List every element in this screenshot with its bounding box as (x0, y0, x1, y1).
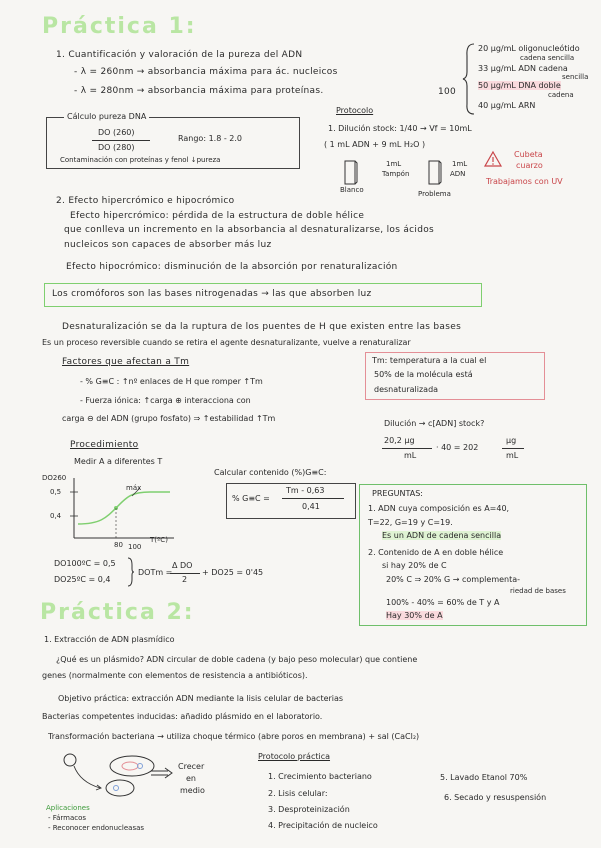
stock-result-unit-num: μg (506, 436, 517, 445)
factor-ionic-2: carga ⊖ del ADN (grupo fosfato) ⇒ ↑estabilidad ↑Tm (62, 414, 276, 423)
dilution-detail: ( 1 mL ADN + 9 mL H₂O ) (324, 140, 426, 149)
uv-note: Trabajamos con UV (486, 177, 563, 186)
application-1: - Fármacos (48, 814, 87, 822)
dotm-fraction-line (170, 573, 200, 574)
tm-def-1: Tm: temperatura a la cual el (372, 356, 487, 365)
q2-line-4: riedad de bases (510, 587, 566, 595)
protocol-step-5: 5. Lavado Etanol 70% (440, 773, 528, 782)
dotm-lhs: DOTm = (138, 568, 173, 577)
protocol-step-4: 4. Precipitación de nucleico (268, 821, 378, 830)
lambda-280-line: - λ = 280nm → absorbancia máxima para proteínas. (74, 86, 324, 96)
cuvette-label: Cubeta (514, 150, 543, 159)
procedure-step: Medir A a diferentes T (74, 457, 163, 466)
protocol-step-2: 2. Lisis celular: (268, 789, 328, 798)
conv-dsdna-text: 50 μg/mL DNA doble (478, 81, 561, 90)
protocol-title: Protocolo (336, 106, 374, 115)
q2-answer-text: Hay 30% de A (386, 611, 443, 620)
practica-2-title: Práctica 2: (40, 600, 195, 625)
dotm-rhs: + DO25 = 0'45 (202, 568, 264, 577)
dotm-denominator: 2 (182, 575, 188, 584)
gc-formula-numerator: Tm - 0,63 (286, 486, 325, 495)
purity-title: Cálculo pureza DNA (64, 112, 149, 121)
application-2: - Reconocer endonucleasas (48, 824, 145, 832)
q2-line-5: 100% - 40% = 60% de T y A (386, 598, 500, 607)
gc-formula-lhs: % G≡C = (232, 494, 270, 503)
transformation-line: Transformación bacteriana → utiliza choque térmico (abre poros en membrana) + sal (CaCl₂) (48, 732, 420, 741)
do25-value: DO25ºC = 0,4 (54, 575, 111, 584)
factors-title: Factores que afectan a Tm (62, 357, 190, 367)
q1-answer (382, 531, 501, 540)
denaturation-line-2: Es un proceso reversible cuando se retira el agente desnaturalizante, vuelve a renaturalizar (42, 338, 411, 347)
competent-line: Bacterias competentes inducidas: añadido plásmido en el laboratorio. (42, 712, 323, 721)
grow-label-2: en (186, 774, 196, 783)
section-2-heading: 2. Efecto hipercrómico e hipocrómico (56, 196, 235, 206)
stock-result-line (502, 448, 524, 449)
practica-1-title: Práctica 1: (42, 14, 197, 39)
tm-def-3: desnaturalizada (374, 385, 439, 394)
denaturation-line-1: Desnaturalización se da la ruptura de los puentes de H que existen entre las bases (62, 322, 462, 332)
cuvette-material: cuarzo (516, 161, 543, 170)
gc-fraction-line (282, 498, 344, 499)
graph-x-label: T(ºC) (150, 536, 168, 544)
q1-line-2: T=22, G=19 y C=19. (368, 518, 453, 527)
purity-range: Rango: 1.8 - 2.0 (178, 134, 242, 143)
grow-label-1: Crecer (178, 762, 205, 771)
brace-icon (462, 42, 476, 116)
factor-gc: - % G≡C : ↑nº enlaces de H que romper ↑Tm (80, 377, 263, 386)
hypo-line: Efecto hipocrómico: disminución de la absorción por renaturalización (66, 262, 398, 272)
protocol-practice-title: Protocolo práctica (258, 752, 331, 761)
q2-line-1: 2. Contenido de A en doble hélice (368, 548, 504, 557)
stock-multiplier: · 40 = 202 (436, 443, 479, 452)
p2-section-1-heading: 1. Extracción de ADN plasmídico (44, 635, 175, 644)
dotm-numerator: Δ DO (172, 561, 193, 570)
gc-calc-title: Calcular contenido (%)G≡C: (214, 468, 327, 477)
applications-title: Aplicaciones (46, 804, 90, 812)
protocol-step-6: 6. Secado y resuspensión (444, 793, 547, 802)
hyper-line-3: nucleicos son capaces de absorber más luz (64, 240, 272, 250)
conv-ssdna-sub: sencilla (562, 73, 589, 81)
graph-x-tick-2: 100 (128, 543, 142, 551)
dilution-step: 1. Dilución stock: 1/40 → Vf = 10mL (328, 124, 472, 133)
ratio-denominator: DO (280) (98, 143, 135, 152)
tube-problem-volume: 1mL (452, 160, 468, 168)
plasmid-line-2: genes (normalmente con elementos de resistencia a antibióticos). (42, 671, 308, 680)
graph-max-label: máx (126, 484, 142, 492)
conv-dsdna-sub: cadena (548, 91, 574, 99)
tube-problem-content: ADN (450, 170, 466, 178)
protocol-step-1: 1. Crecimiento bacteriano (268, 772, 372, 781)
conv-oligo-sub: cadena sencilla (520, 54, 575, 62)
grow-label-3: medio (180, 786, 205, 795)
problem-label: Problema (418, 190, 451, 198)
conversion-factor: 100 (438, 87, 457, 97)
graph-y-label: DO260 (42, 474, 67, 482)
implies-arrow-icon (150, 768, 174, 778)
procedure-title: Procedimiento (70, 440, 139, 450)
contamination-note: Contaminación con proteínas y fenol ↓pureza (60, 156, 221, 164)
hyper-line-2: que conlleva un incremento en la absorbancia al desnaturalizarse, los ácidos (64, 225, 435, 235)
warning-icon (484, 151, 502, 167)
chromophore-line: Los cromóforos son las bases nitrogenadas → las que absorben luz (52, 289, 372, 299)
q2-answer (386, 611, 443, 620)
conv-rna: 40 μg/mL ARN (478, 101, 536, 110)
do100-value: DO100ºC = 0,5 (54, 559, 116, 568)
ratio-line (92, 140, 150, 141)
conv-dsdna (478, 81, 561, 90)
tm-def-2: 50% de la molécula está (374, 370, 473, 379)
tube-blank-icon (344, 160, 358, 186)
factor-ionic: - Fuerza iónica: ↑carga ⊕ interacciona con (80, 396, 251, 405)
ratio-numerator: DO (260) (98, 128, 135, 137)
section-1-heading: 1. Cuantificación y valoración de la pureza del ADN (56, 50, 303, 60)
plasmid-line-1: ¿Qué es un plásmido? ADN circular de doble cadena (y bajo peso molecular) que contiene (56, 655, 418, 664)
tube-problem-icon (428, 160, 442, 186)
blank-label: Blanco (340, 186, 364, 194)
stock-numerator: 20,2 μg (384, 436, 415, 445)
graph-y-tick-2: 0,4 (50, 512, 62, 520)
lambda-260-line: - λ = 260nm → absorbancia máxima para ác. nucleicos (74, 67, 338, 77)
q2-line-2: si hay 20% de C (382, 561, 447, 570)
graph-y-tick-1: 0,5 (50, 488, 62, 496)
tube-blank-content: Tampón (382, 170, 410, 178)
objective-line: Objetivo práctica: extracción ADN mediante la lisis celular de bacterias (58, 694, 344, 703)
stock-result-unit-den: mL (506, 451, 519, 460)
graph-x-tick-1: 80 (114, 541, 123, 549)
stock-denominator: mL (404, 451, 417, 460)
brace-icon (127, 557, 135, 587)
gc-formula-denominator: 0,41 (302, 502, 320, 511)
q1-line-1: 1. ADN cuya composición es A=40, (368, 504, 510, 513)
transformation-drawing (60, 752, 160, 800)
protocol-step-3: 3. Desproteinización (268, 805, 350, 814)
q1-answer-text: Es un ADN de cadena sencilla (382, 531, 502, 540)
questions-title: PREGUNTAS: (372, 489, 423, 498)
q2-line-3: 20% C ⇒ 20% G → complementa- (386, 575, 521, 584)
hyper-line-1: Efecto hipercrómico: pérdida de la estructura de doble hélice (70, 211, 365, 221)
stock-fraction-line (382, 448, 432, 449)
conv-ssdna: 33 μg/mL ADN cadena (478, 64, 568, 73)
tube-blank-volume: 1mL (386, 160, 402, 168)
conv-oligo: 20 μg/mL oligonucleótido (478, 44, 580, 53)
stock-question: Dilución → c[ADN] stock? (384, 419, 485, 428)
